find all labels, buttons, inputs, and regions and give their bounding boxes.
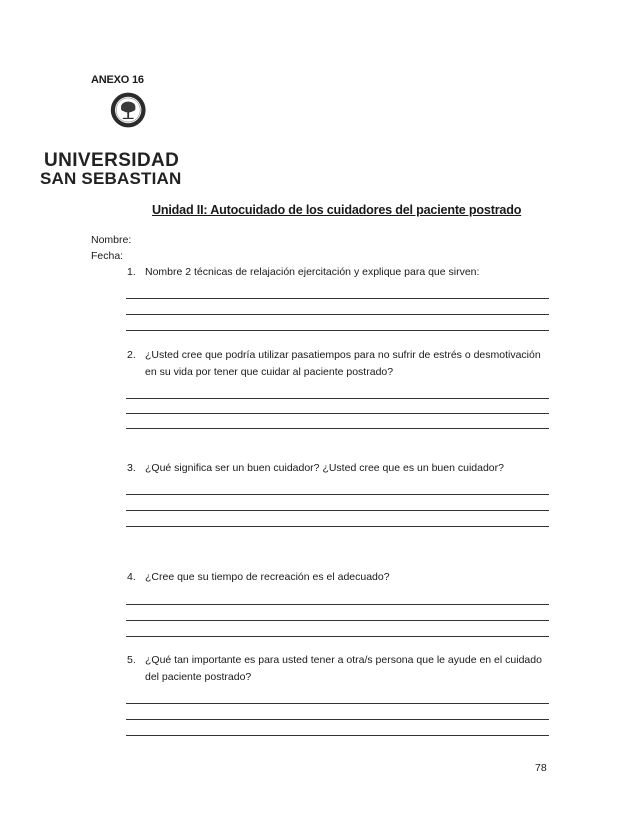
answer-line[interactable] <box>126 703 549 704</box>
answer-line[interactable] <box>126 604 549 605</box>
date-label: Fecha: <box>91 250 124 262</box>
answer-line[interactable] <box>126 526 549 527</box>
answer-line[interactable] <box>126 735 549 736</box>
answer-line[interactable] <box>126 398 549 399</box>
question-number: 3. <box>127 462 136 474</box>
answer-line[interactable] <box>126 620 549 621</box>
page-number: 78 <box>535 762 547 774</box>
answer-line[interactable] <box>126 298 549 299</box>
question-number: 1. <box>127 266 136 278</box>
answer-line[interactable] <box>126 510 549 511</box>
question-text: ¿Qué significa ser un buen cuidador? ¿Usted cree que es un buen cuidador? <box>145 462 504 474</box>
question-text: Nombre 2 técnicas de relajación ejercitación y explique para que sirven: <box>145 266 480 278</box>
answer-line[interactable] <box>126 413 549 414</box>
answer-line[interactable] <box>126 330 549 331</box>
answer-line[interactable] <box>126 636 549 637</box>
question-number: 2. <box>127 349 136 361</box>
document-title: Unidad II: Autocuidado de los cuidadores del paciente postrado <box>152 203 522 217</box>
answer-line[interactable] <box>126 719 549 720</box>
name-label: Nombre: <box>91 234 132 246</box>
annex-label: ANEXO 16 <box>91 74 144 86</box>
question-text: ¿Usted cree que podría utilizar pasatiempos para no sufrir de estrés o desmotivación en su vida por tener que cuidar al paciente postrado? <box>145 349 541 378</box>
question-number: 5. <box>127 654 136 666</box>
answer-line[interactable] <box>126 314 549 315</box>
university-name-line1: UNIVERSIDAD <box>44 150 180 171</box>
answer-line[interactable] <box>126 428 549 429</box>
question-number: 4. <box>127 571 136 583</box>
question-text: ¿Qué tan importante es para usted tener a otra/s persona que le ayude en el cuidado del paciente postrado? <box>145 654 542 683</box>
answer-line[interactable] <box>126 494 549 495</box>
university-seal-logo <box>40 92 175 152</box>
question-text: ¿Cree que su tiempo de recreación es el adecuado? <box>145 571 390 583</box>
university-name-line2: SAN SEBASTIAN <box>40 169 182 188</box>
